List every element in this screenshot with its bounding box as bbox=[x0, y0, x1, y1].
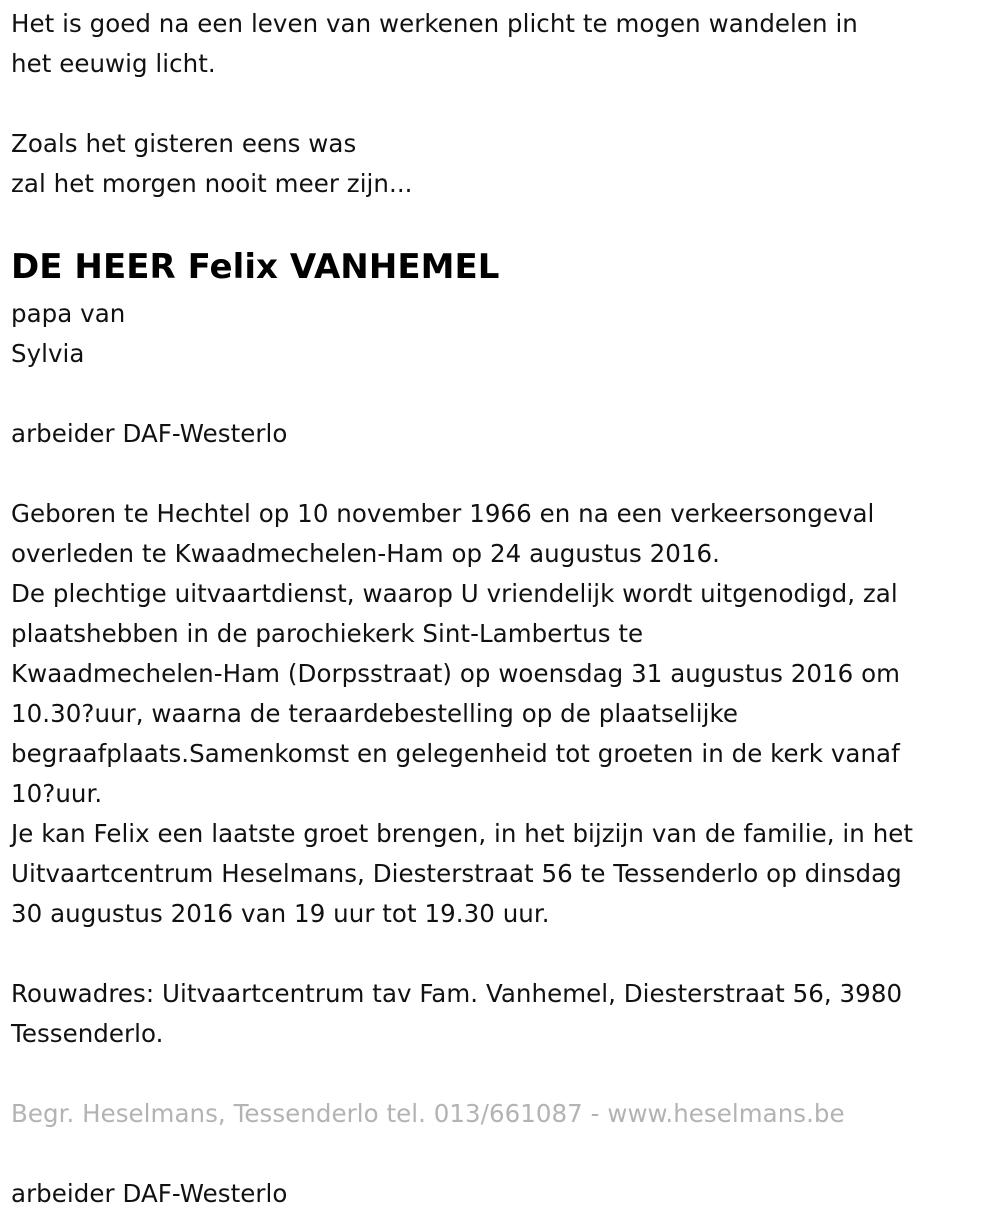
spacer bbox=[11, 934, 991, 974]
body-line: 10.30?uur, waarna de teraardebestelling op de plaatselijke bbox=[11, 699, 738, 728]
mourning-address bbox=[11, 974, 991, 1054]
spacer bbox=[11, 84, 991, 124]
relation-text: papa van bbox=[11, 299, 126, 328]
body-line: Uitvaartcentrum Heselmans, Diesterstraat 56 te Tessenderlo op dinsdag bbox=[11, 859, 902, 888]
opening-quote bbox=[11, 4, 991, 204]
address-line: Rouwadres: Uitvaartcentrum tav Fam. Vanhemel, Diesterstraat 56, 3980 bbox=[11, 979, 903, 1008]
deceased-name: DE HEER Felix VANHEMEL bbox=[11, 247, 500, 287]
footer-occupation: arbeider DAF-Westerlo bbox=[11, 1179, 288, 1208]
quote-line: het eeuwig licht. bbox=[11, 49, 216, 78]
body-line: begraafplaats.Samenkomst en gelegenheid tot groeten in de kerk vanaf bbox=[11, 739, 900, 768]
body-line: De plechtige uitvaartdienst, waarop U vriendelijk wordt uitgenodigd, zal bbox=[11, 579, 898, 608]
child-name: Sylvia bbox=[11, 339, 85, 368]
body-line: 30 augustus 2016 van 19 uur tot 19.30 uur. bbox=[11, 899, 550, 928]
quote-line: Zoals het gisteren eens was bbox=[11, 129, 357, 158]
body-line: 10?uur. bbox=[11, 779, 103, 808]
quote-line: Het is goed na een leven van werkenen plicht te mogen wandelen in bbox=[11, 9, 858, 38]
spacer bbox=[11, 454, 991, 494]
quote-line: zal het morgen nooit meer zijn... bbox=[11, 169, 413, 198]
spacer bbox=[11, 1134, 991, 1174]
funeral-home-credit: Begr. Heselmans, Tessenderlo tel. 013/661087 - www.heselmans.be bbox=[11, 1099, 845, 1128]
spacer bbox=[11, 374, 991, 414]
occupation-text: arbeider DAF-Westerlo bbox=[11, 419, 288, 448]
body-line: plaatshebben in de parochiekerk Sint-Lambertus te bbox=[11, 619, 644, 648]
obituary-document bbox=[11, 4, 991, 1214]
spacer bbox=[11, 204, 991, 240]
body-line: Je kan Felix een laatste groet brengen, in het bijzijn van de familie, in het bbox=[11, 819, 914, 848]
deceased-info bbox=[11, 240, 991, 454]
spacer bbox=[11, 1054, 991, 1094]
body-line: Kwaadmechelen-Ham (Dorpsstraat) op woensdag 31 augustus 2016 om bbox=[11, 659, 901, 688]
address-line: Tessenderlo. bbox=[11, 1019, 164, 1048]
body-line: overleden te Kwaadmechelen-Ham op 24 augustus 2016. bbox=[11, 539, 721, 568]
announcement-body bbox=[11, 494, 991, 934]
body-line: Geboren te Hechtel op 10 november 1966 en na een verkeersongeval bbox=[11, 499, 875, 528]
